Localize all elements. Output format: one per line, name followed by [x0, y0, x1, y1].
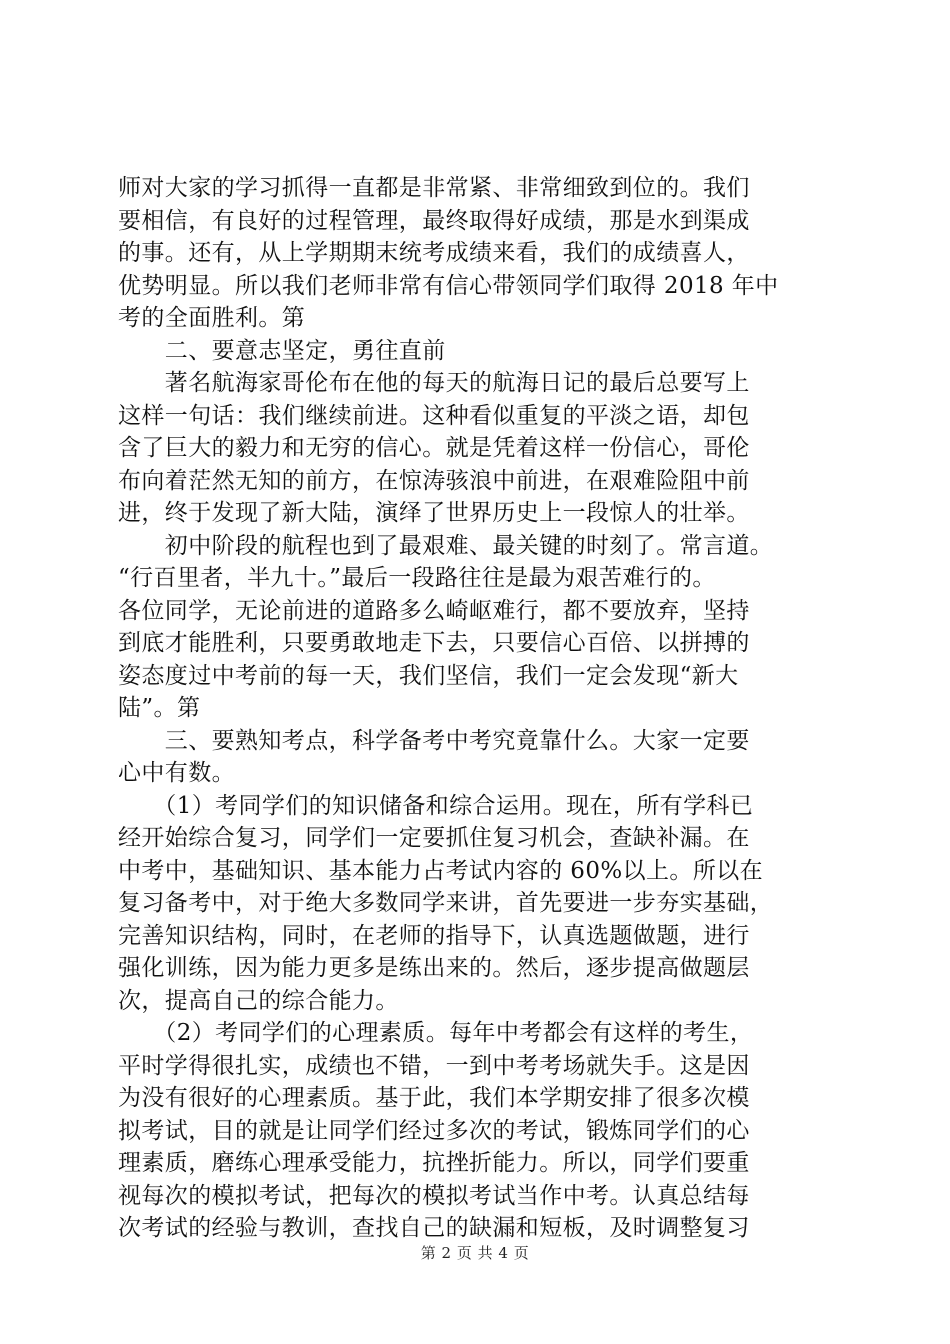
text-line: 经开始综合复习，同学们一定要抓住复习机会，查缺补漏。在 — [118, 825, 750, 851]
text-line: 含了巨大的毅力和无穷的信心。就是凭着这样一份信心，哥伦 — [118, 435, 750, 461]
text-line: 拟考试，目的就是让同学们经过多次的考试，锻炼同学们的心 — [118, 1117, 750, 1144]
text-line: 次考试的经验与教训，查找自己的缺漏和短板，及时调整复习 — [118, 1215, 750, 1241]
text-line: 强化训练，因为能力更多是练出来的。然后，逐步提高做题层 — [118, 955, 750, 981]
text-line: 考的全面胜利。第 — [118, 305, 306, 331]
text-line: 平时学得很扎实，成绩也不错，一到中考考场就失手。这是因 — [118, 1052, 750, 1079]
text-line: 布向着茫然无知的前方，在惊涛骇浪中前进，在艰难险阻中前 — [118, 467, 750, 494]
text-line: “行百里者，半九十。”最后一段路往往是最为艰苦难行的。 — [118, 565, 716, 591]
text-line: 师对大家的学习抓得一直都是非常紧、非常细致到位的。我们 — [118, 175, 750, 201]
text-line: 三、要熟知考点，科学备考中考究竟靠什么。大家一定要 — [118, 727, 750, 754]
text-line: 著名航海家哥伦布在他的每天的航海日记的最后总要写上 — [118, 370, 750, 396]
text-line: （1）考同学们的知识储备和综合运用。现在，所有学科已 — [118, 792, 754, 819]
text-line: 陆”。第 — [118, 695, 201, 721]
body-text — [118, 172, 834, 1245]
text-line: 中考中，基础知识、基本能力占考试内容的 60%以上。所以在 — [118, 857, 764, 884]
text-line: 视每次的模拟考试，把每次的模拟考试当作中考。认真总结每 — [118, 1182, 750, 1209]
text-line: 这样一句话：我们继续前进。这种看似重复的平淡之语，却包 — [118, 402, 750, 429]
text-line: 心中有数。 — [118, 760, 235, 786]
page-number-footer: 第 2 页 共 4 页 — [420, 1244, 530, 1262]
text-line: 要相信，有良好的过程管理，最终取得好成绩，那是水到渠成 — [118, 207, 750, 234]
text-line: 为没有很好的心理素质。基于此，我们本学期安排了很多次模 — [118, 1085, 750, 1111]
text-line: 完善知识结构，同时，在老师的指导下，认真选题做题，进行 — [118, 922, 750, 949]
text-line: 姿态度过中考前的每一天，我们坚信，我们一定会发现“新大 — [118, 662, 739, 689]
text-line: 优势明显。所以我们老师非常有信心带领同学们取得 2018 年中 — [118, 272, 779, 299]
text-line: 次，提高自己的综合能力。 — [118, 987, 399, 1014]
text-line: 复习备考中，对于绝大多数同学来讲，首先要进一步夯实基础， — [118, 890, 774, 916]
text-line: 进，终于发现了新大陆，演绎了世界历史上一段惊人的壮举。 — [118, 500, 750, 526]
text-line: 的事。还有，从上学期期末统考成绩来看，我们的成绩喜人， — [118, 240, 750, 266]
text-line: 到底才能胜利，只要勇敢地走下去，只要信心百倍、以拼搏的 — [118, 630, 750, 656]
text-line: （2）考同学们的心理素质。每年中考都会有这样的考生， — [118, 1020, 754, 1046]
text-line: 初中阶段的航程也到了最艰难、最关键的时刻了。常言道。 — [118, 532, 774, 559]
text-line: 二、要意志坚定，勇往直前 — [118, 337, 446, 364]
text-line: 理素质，磨练心理承受能力，抗挫折能力。所以，同学们要重 — [118, 1150, 750, 1176]
text-line: 各位同学，无论前进的道路多么崎岖难行，都不要放弃，坚持 — [118, 597, 750, 624]
